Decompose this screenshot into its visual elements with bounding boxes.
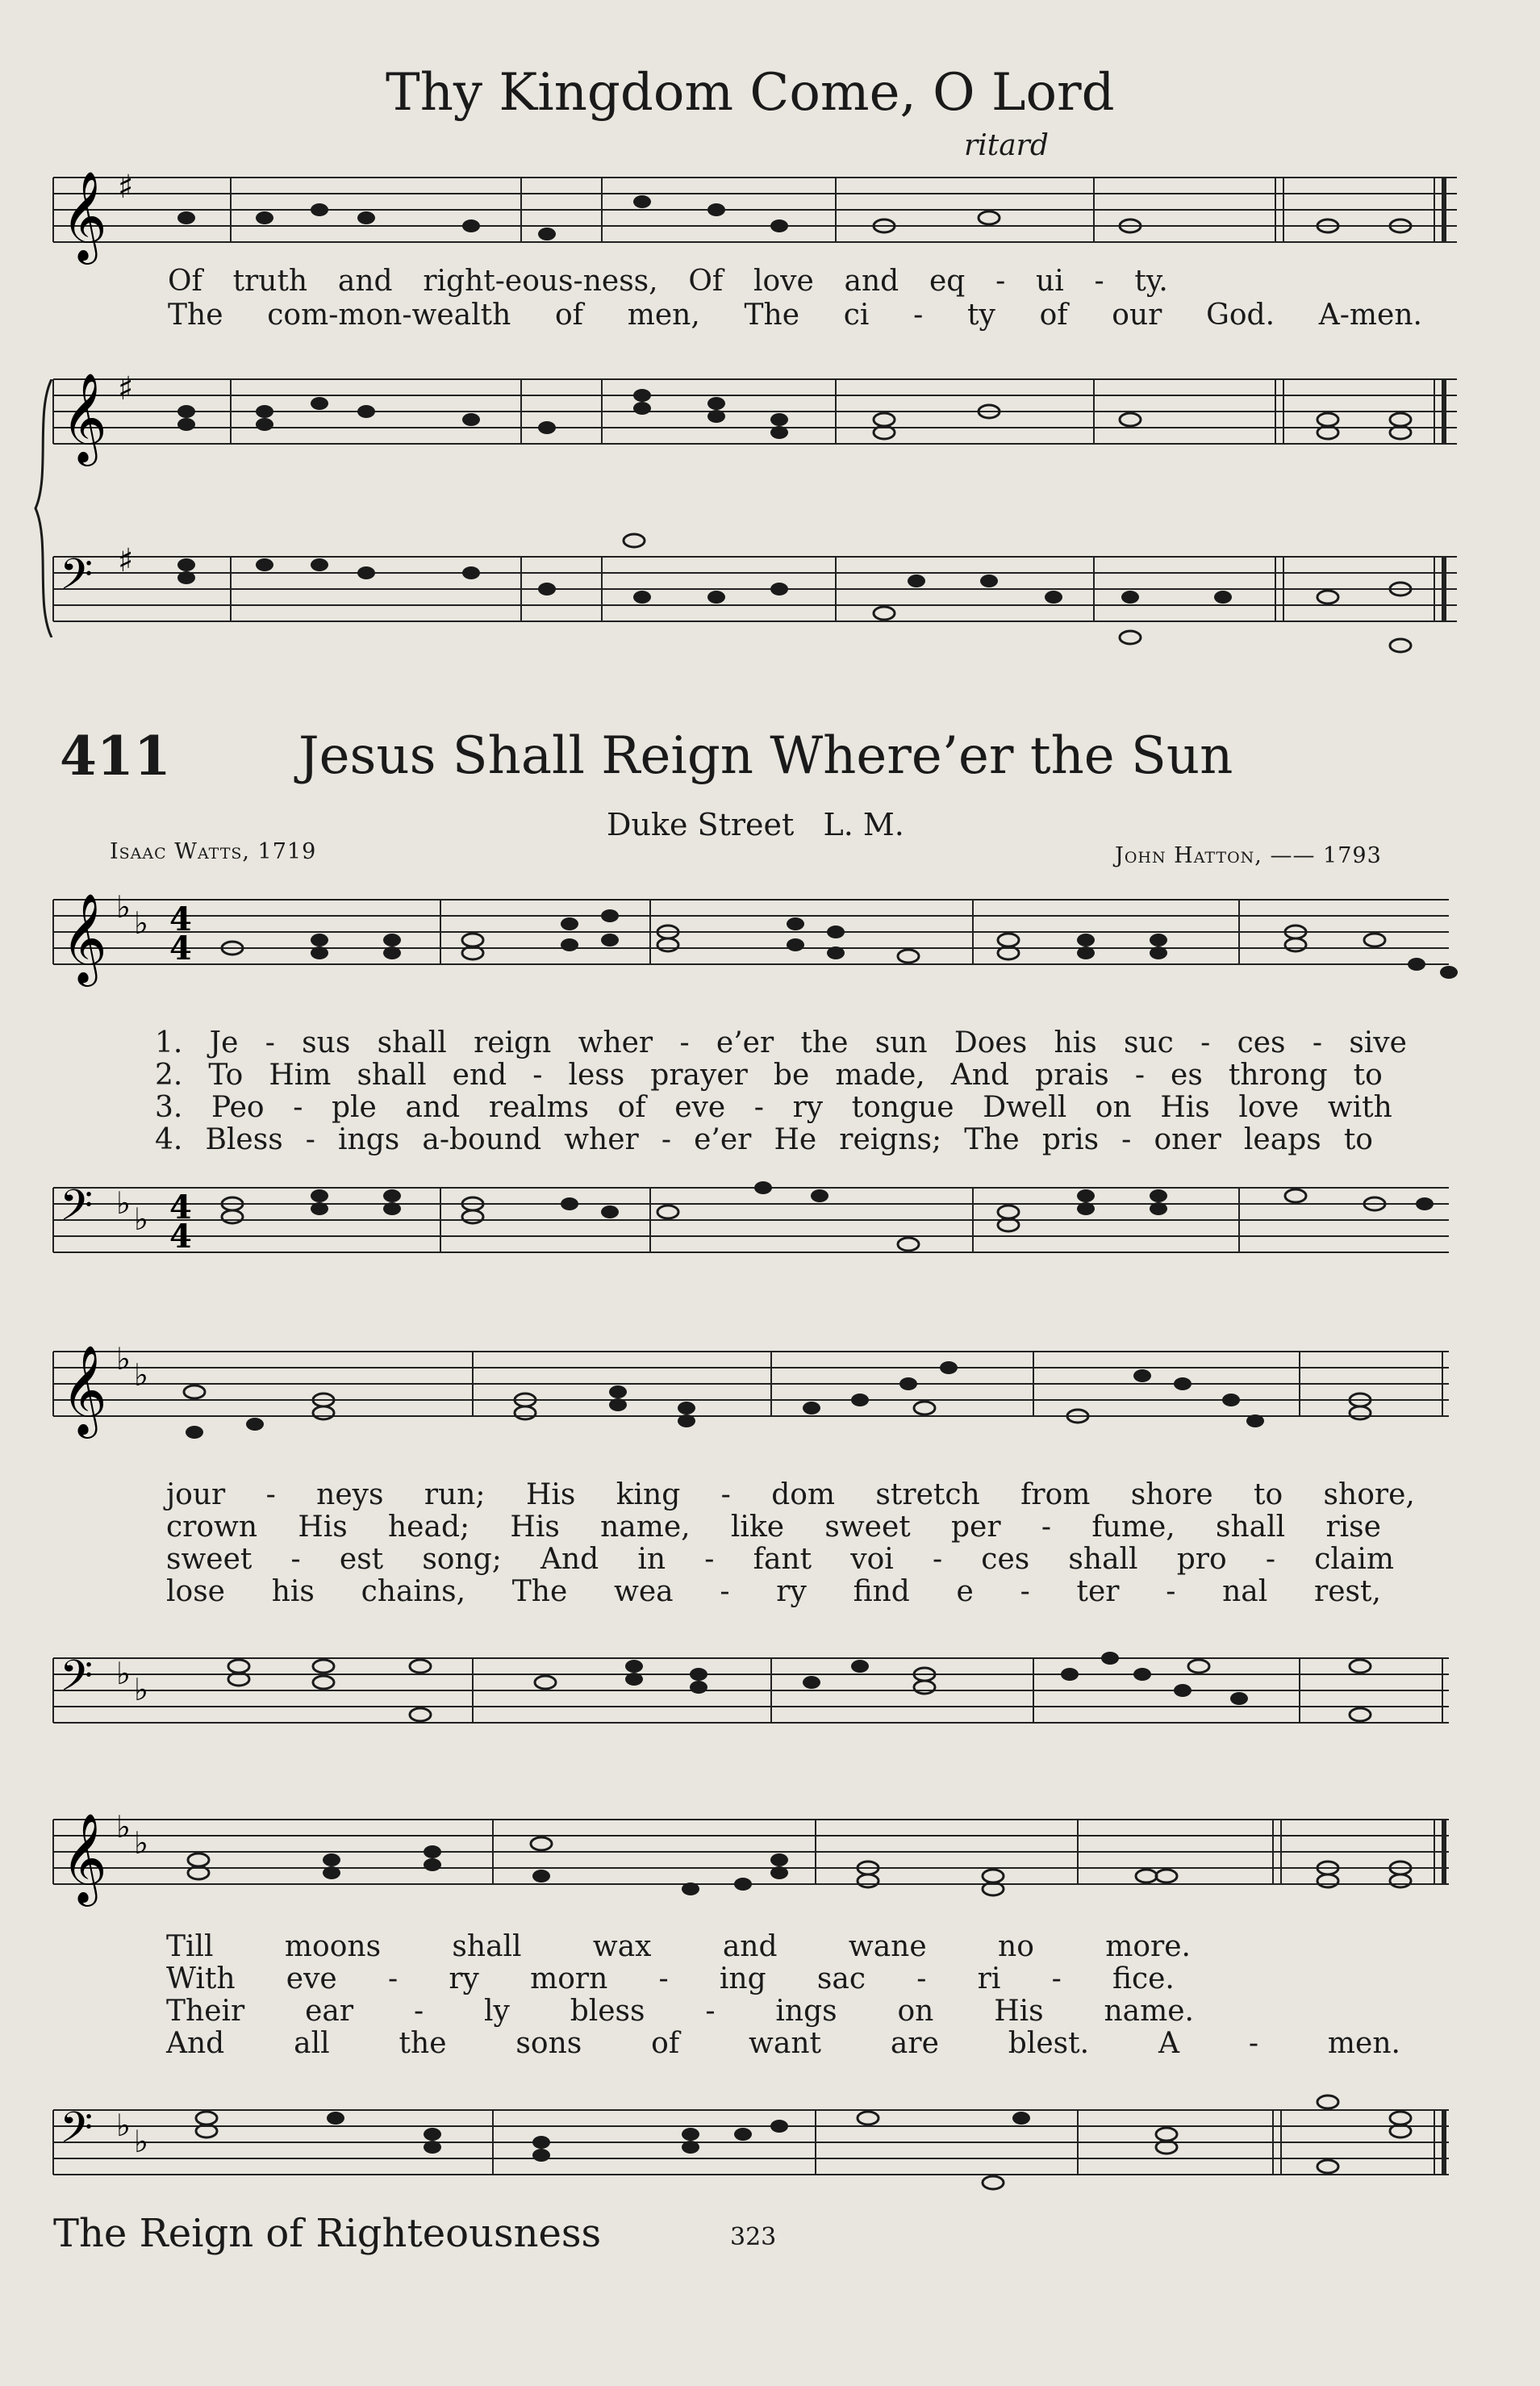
word: rise	[1325, 1511, 1381, 1544]
word: ly	[483, 1995, 510, 2028]
word: and	[722, 1930, 778, 1963]
system2-treble-staff	[53, 1341, 1449, 1435]
previous-hymn-title: Thy Kingdom Come, O Lord	[386, 63, 1115, 123]
word: A-men.	[1318, 299, 1422, 332]
composer-credit: John Hatton, —— 1793	[1115, 843, 1382, 868]
svg-text:♭: ♭	[116, 2108, 131, 2143]
word: claim	[1314, 1543, 1394, 1576]
word: less	[568, 1059, 625, 1092]
word: morn	[530, 1962, 608, 1995]
system3-bass-staff	[53, 2102, 1449, 2191]
word: The	[168, 299, 223, 332]
word: sons	[515, 2027, 582, 2060]
word: -	[1051, 1962, 1062, 1995]
word: e’er	[716, 1026, 774, 1059]
word: ear	[305, 1995, 354, 2028]
word: shall	[1068, 1543, 1138, 1576]
word: -	[1041, 1511, 1052, 1544]
system3-verse-4	[166, 2027, 1400, 2060]
word: like	[730, 1511, 785, 1544]
tune-name: Duke Street	[607, 807, 795, 842]
word: 1.	[155, 1026, 183, 1059]
word: -	[1134, 1059, 1145, 1092]
word: ty	[967, 299, 995, 332]
word: -	[532, 1059, 543, 1092]
word: -	[753, 1091, 764, 1124]
word: -	[1166, 1575, 1176, 1608]
word: His	[525, 1478, 576, 1511]
word: fice.	[1112, 1962, 1175, 1995]
word: shall	[357, 1059, 427, 1092]
word: of	[555, 299, 583, 332]
word: reign	[474, 1026, 552, 1059]
system1-verse-4	[155, 1123, 1373, 1156]
word: The	[964, 1123, 1020, 1156]
word: prayer	[650, 1059, 748, 1092]
word: wher	[578, 1026, 653, 1059]
system2-verse-3	[166, 1543, 1394, 1576]
word: est	[339, 1543, 384, 1576]
word: He	[774, 1123, 817, 1156]
word: -	[1200, 1026, 1211, 1059]
word: pris	[1041, 1123, 1100, 1156]
word: wher	[564, 1123, 639, 1156]
svg-text:𝄞: 𝄞	[61, 1812, 107, 1903]
word: To	[208, 1059, 244, 1092]
word: shore,	[1323, 1478, 1415, 1511]
svg-text:♭: ♭	[116, 889, 131, 925]
ritard-marking: ritard	[964, 129, 1049, 162]
word: stretch	[875, 1478, 980, 1511]
word: wax	[592, 1930, 652, 1963]
word: blest.	[1008, 2027, 1090, 2060]
word: jour	[166, 1478, 226, 1511]
word: wea	[614, 1575, 674, 1608]
word: and	[337, 265, 393, 298]
word: pro	[1176, 1543, 1227, 1576]
word: of	[617, 1091, 646, 1124]
word: rest,	[1314, 1575, 1381, 1608]
word: lose	[166, 1575, 225, 1608]
word: moons	[284, 1930, 382, 1963]
word: ces	[981, 1543, 1030, 1576]
word: ces	[1237, 1026, 1286, 1059]
word: sive	[1349, 1026, 1407, 1059]
word: dom	[771, 1478, 836, 1511]
svg-text:♭: ♭	[116, 1809, 131, 1845]
word: song;	[422, 1543, 502, 1576]
word: Peo	[211, 1091, 265, 1124]
word: his	[1054, 1026, 1097, 1059]
word: com-mon-wealth	[267, 299, 511, 332]
word: per	[951, 1511, 1001, 1544]
word: And	[166, 2027, 225, 2060]
system1-treble-staff	[53, 889, 1449, 983]
word: his	[271, 1575, 315, 1608]
word: head;	[388, 1511, 470, 1544]
word: leaps	[1243, 1123, 1321, 1156]
word: 2.	[155, 1059, 183, 1092]
word: shall	[452, 1930, 522, 1963]
word: truth	[232, 265, 308, 298]
word: -	[1020, 1575, 1030, 1608]
word: shall	[377, 1026, 447, 1059]
svg-text:𝄞: 𝄞	[61, 1344, 107, 1435]
word: Je	[209, 1026, 239, 1059]
word: and	[405, 1091, 461, 1124]
svg-text:♭: ♭	[116, 1185, 131, 1221]
word: e’er	[694, 1123, 752, 1156]
hymn-number: 411	[60, 725, 171, 788]
page-number: 323	[730, 2223, 777, 2251]
meter: L. M.	[823, 807, 904, 842]
word: neys	[316, 1478, 384, 1511]
system1-verse-3	[155, 1091, 1392, 1124]
svg-text:♯: ♯	[118, 542, 134, 579]
word: all	[294, 2027, 330, 2060]
svg-text:♭: ♭	[116, 1656, 131, 1691]
word: -	[413, 1995, 424, 2028]
word: of	[651, 2027, 680, 2060]
word: to	[1254, 1478, 1283, 1511]
word: want	[749, 2027, 821, 2060]
word: king	[616, 1478, 681, 1511]
word: tongue	[851, 1091, 954, 1124]
word: -	[995, 265, 1006, 298]
svg-text:♯: ♯	[118, 169, 134, 206]
word: -	[265, 1478, 276, 1511]
word: and	[844, 265, 899, 298]
svg-text:4: 4	[169, 930, 192, 967]
word: -	[305, 1123, 315, 1156]
word: to	[1343, 1123, 1373, 1156]
word: in	[637, 1543, 666, 1576]
word: shall	[1216, 1511, 1286, 1544]
word: chains,	[361, 1575, 466, 1608]
word: The	[511, 1575, 568, 1608]
svg-text:♭: ♭	[134, 1201, 148, 1237]
word: run;	[424, 1478, 486, 1511]
word: ui	[1036, 265, 1064, 298]
word: Dwell	[983, 1091, 1067, 1124]
word: fume,	[1091, 1511, 1175, 1544]
system3-verse-1	[166, 1930, 1191, 1963]
word: love	[753, 265, 814, 298]
word: -	[705, 1995, 716, 2028]
svg-text:𝄢: 𝄢	[60, 1181, 94, 1241]
word: ing	[719, 1962, 766, 1995]
prev-treble-staff	[53, 371, 1457, 460]
svg-text:𝄢: 𝄢	[60, 2104, 94, 2163]
system3-verse-2	[166, 1962, 1175, 1995]
word: -	[1121, 1123, 1132, 1156]
word: ri	[977, 1962, 1001, 1995]
word: end	[452, 1059, 507, 1092]
word: -	[1312, 1026, 1323, 1059]
word: of	[1039, 299, 1068, 332]
word: crown	[166, 1511, 258, 1544]
word: Does	[954, 1026, 1028, 1059]
word: men.	[1327, 2027, 1400, 2060]
word: -	[1248, 2027, 1259, 2060]
word: voi	[850, 1543, 894, 1576]
svg-text:♭: ♭	[134, 1825, 148, 1861]
svg-text:♭: ♭	[116, 1341, 131, 1377]
prev-melody-staff	[53, 169, 1457, 261]
word: -	[1094, 265, 1104, 298]
word: -	[290, 1543, 301, 1576]
word: to	[1353, 1059, 1383, 1092]
word: no	[998, 1930, 1034, 1963]
tune-line	[607, 807, 904, 842]
system2-verse-1	[166, 1478, 1415, 1511]
word: -	[1265, 1543, 1276, 1576]
word: -	[658, 1962, 669, 1995]
word: ings	[338, 1123, 400, 1156]
word: the	[399, 2027, 447, 2060]
word: e	[956, 1575, 974, 1608]
word: on	[897, 1995, 934, 2028]
svg-text:𝄢: 𝄢	[60, 1652, 94, 1711]
word: name.	[1104, 1995, 1194, 2028]
word: ings	[775, 1995, 837, 2028]
hymn-title: Jesus Shall Reign Where’er the Sun	[298, 726, 1233, 786]
word: A	[1158, 2027, 1179, 2060]
word: His	[510, 1511, 560, 1544]
word: His	[994, 1995, 1044, 2028]
word: sweet	[824, 1511, 911, 1544]
svg-text:4: 4	[169, 1218, 192, 1256]
word: our	[1112, 299, 1162, 332]
word: ry	[776, 1575, 807, 1608]
word: ty.	[1134, 265, 1168, 298]
svg-text:♯: ♯	[118, 370, 134, 407]
svg-text:♭: ♭	[134, 905, 148, 941]
word: are	[890, 2027, 939, 2060]
word: ry	[449, 1962, 479, 1995]
word: -	[293, 1091, 303, 1124]
word: ry	[792, 1091, 824, 1124]
word: more.	[1105, 1930, 1191, 1963]
word: eve	[286, 1962, 337, 1995]
svg-text:4: 4	[169, 900, 192, 938]
svg-text:♭: ♭	[134, 1357, 148, 1393]
word: -	[387, 1962, 399, 1995]
word: sweet	[166, 1543, 252, 1576]
word: prais	[1035, 1059, 1109, 1092]
word: His	[1160, 1091, 1210, 1124]
word: oner	[1154, 1123, 1221, 1156]
word: made,	[835, 1059, 925, 1092]
word: sun	[874, 1026, 928, 1059]
prev-bass-staff	[53, 542, 1457, 637]
word: His	[298, 1511, 348, 1544]
word: Him	[269, 1059, 332, 1092]
word: suc	[1124, 1026, 1174, 1059]
word: throng	[1228, 1059, 1328, 1092]
word: ter	[1076, 1575, 1120, 1608]
word: Their	[166, 1995, 245, 2028]
word: -	[720, 1575, 730, 1608]
word: sus	[302, 1026, 351, 1059]
word: shore	[1130, 1478, 1213, 1511]
word: love	[1238, 1091, 1300, 1124]
word: -	[265, 1026, 275, 1059]
word: The	[744, 299, 800, 332]
word: With	[166, 1962, 236, 1995]
word: name,	[600, 1511, 691, 1544]
word: Till	[166, 1930, 214, 1963]
svg-text:♭: ♭	[134, 1672, 148, 1707]
word: ci	[843, 299, 870, 332]
word: find	[853, 1575, 910, 1608]
prev-verse-1	[168, 265, 1168, 298]
word: And	[950, 1059, 1009, 1092]
word: men,	[627, 299, 700, 332]
word: God.	[1206, 299, 1275, 332]
word: es	[1171, 1059, 1203, 1092]
word: the	[800, 1026, 849, 1059]
system1-verse-2	[155, 1059, 1383, 1092]
word: Of	[168, 265, 202, 298]
word: from	[1020, 1478, 1091, 1511]
word: right-eous-ness,	[423, 265, 658, 298]
system2-verse-4	[166, 1575, 1381, 1608]
svg-text:4: 4	[169, 1189, 192, 1226]
word: wane	[848, 1930, 927, 1963]
word: a-bound	[422, 1123, 542, 1156]
system1-bass-staff	[53, 1180, 1449, 1268]
word: -	[661, 1123, 671, 1156]
svg-text:𝄞: 𝄞	[61, 170, 107, 261]
word: nal	[1222, 1575, 1268, 1608]
system3-verse-3	[166, 1995, 1194, 2028]
word: Of	[688, 265, 724, 298]
system2-verse-2	[166, 1511, 1381, 1544]
system2-bass-staff	[53, 1650, 1449, 1739]
word: on	[1095, 1091, 1132, 1124]
section-title: The Reign of Righteousness	[53, 2211, 602, 2256]
word: eq	[929, 265, 966, 298]
word: be	[773, 1059, 810, 1092]
word: 3.	[155, 1091, 183, 1124]
word: -	[679, 1026, 690, 1059]
word: sac	[816, 1962, 866, 1995]
system3-treble-staff	[53, 1809, 1449, 1903]
svg-text:♭: ♭	[134, 2124, 148, 2159]
word: And	[540, 1543, 599, 1576]
word: bless	[570, 1995, 645, 2028]
word: Bless	[205, 1123, 283, 1156]
word: reigns;	[839, 1123, 942, 1156]
prev-verse-2	[168, 299, 1422, 332]
word: 4.	[155, 1123, 183, 1156]
grand-staff-brace	[31, 379, 55, 637]
author-credit: Isaac Watts, 1719	[110, 839, 317, 864]
svg-text:𝄞: 𝄞	[61, 892, 107, 983]
system1-verse-1	[155, 1026, 1407, 1059]
word: -	[932, 1543, 943, 1576]
svg-text:𝄞: 𝄞	[61, 372, 107, 462]
word: with	[1327, 1091, 1392, 1124]
word: fant	[753, 1543, 812, 1576]
word: -	[916, 1962, 927, 1995]
word: -	[720, 1478, 731, 1511]
word: ple	[332, 1091, 377, 1124]
word: -	[913, 299, 924, 332]
svg-text:𝄢: 𝄢	[60, 550, 94, 610]
word: eve	[674, 1091, 726, 1124]
word: -	[704, 1543, 715, 1576]
word: realms	[488, 1091, 589, 1124]
